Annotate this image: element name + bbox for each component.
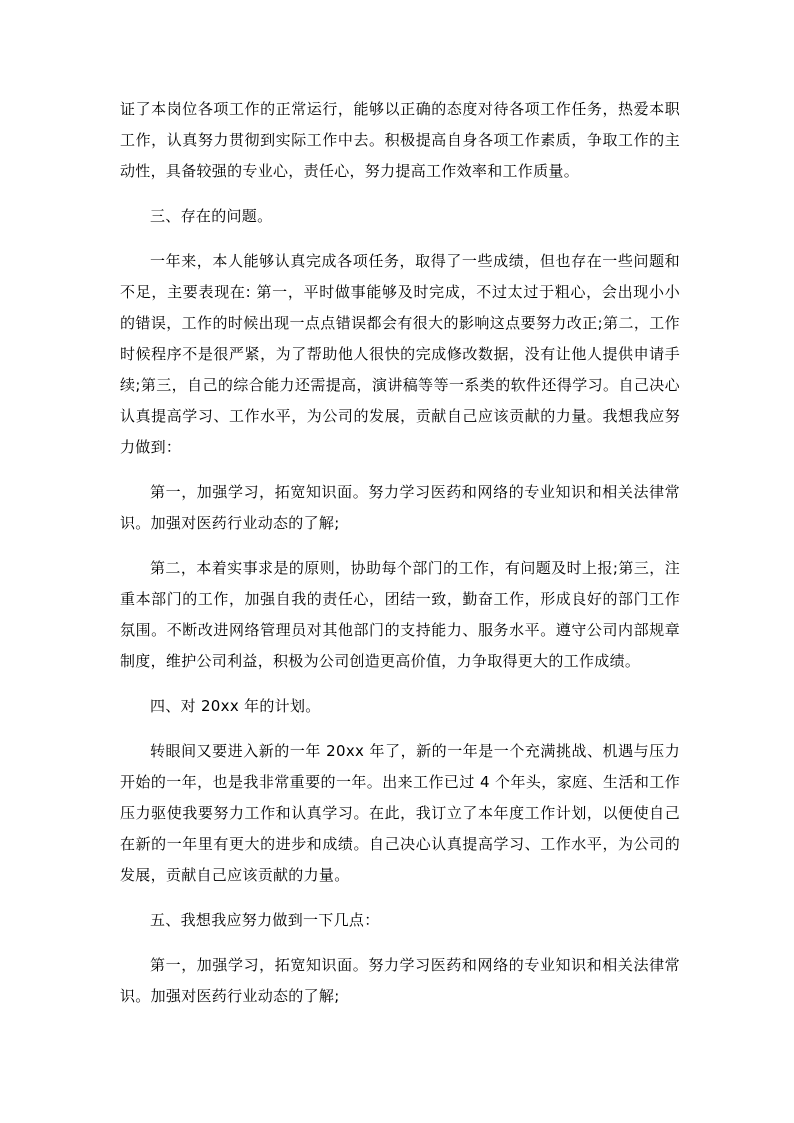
section-heading-points: 五、我想我应努力做到一下几点： — [150, 911, 380, 929]
section-heading-plan: 四、对 20xx 年的计划。 — [150, 697, 321, 715]
paragraph-point-two-three: 第二，本着实事求是的原则，协助每个部门的工作，有问题及时上报;第三，注重本部门的工作，加强自我的责任心，团结一致，勤奋工作，形成良好的部门工作氛围。不断改进网络管理员对其他部门的支持能力、服务水平。遵守公司内部规章制度，维护公司利益，积极为公司创造更高价值，力争取得更大的工作成绩。 — [120, 559, 680, 670]
section-heading-problems: 三、存在的问题。 — [150, 207, 273, 225]
paragraph-problems: 一年来，本人能够认真完成各项任务，取得了一些成绩，但也存在一些问题和不足，主要表现在: 第一，平时做事能够及时完成，不过太过于粗心，会出现小小的错误，工作的时候出现一点点错误都会有很大的影响这点要努力改正;第二，工作时候程序不是很严紧，为了帮助他人很快的完成修改数据，没有让他人提供申请手续;第三，自己的综合能力还需提高，演讲稿等等一系类的软件还得学习。自己决心认真提高学习、工作水平，为公司的发展，贡献自己应该贡献的力量。我想我应努力做到： — [120, 252, 680, 456]
document-body — [120, 94, 680, 1026]
paragraph-point-one-repeat: 第一，加强学习，拓宽知识面。努力学习医药和网络的专业知识和相关法律常识。加强对医药行业动态的了解; — [120, 956, 680, 1005]
paragraph-point-one: 第一，加强学习，拓宽知识面。努力学习医药和网络的专业知识和相关法律常识。加强对医药行业动态的了解; — [120, 483, 680, 532]
paragraph-plan: 转眼间又要进入新的一年 20xx 年了，新的一年是一个充满挑战、机遇与压力开始的一年，也是我非常重要的一年。出来工作已过 4 个年头，家庭、生活和工作压力驱使我要努力工作和认真学习。在此，我订立了本年度工作计划，以便使自己在新的一年里有更大的进步和成绩。自己决心认真提高学习、工作水平，为公司的发展，贡献自己应该贡献的力量。 — [120, 742, 680, 884]
paragraph-continuation: 证了本岗位各项工作的正常运行，能够以正确的态度对待各项工作任务，热爱本职工作，认真努力贯彻到实际工作中去。积极提高自身各项工作素质，争取工作的主动性，具备较强的专业心，责任心，努力提高工作效率和工作质量。 — [120, 100, 680, 180]
